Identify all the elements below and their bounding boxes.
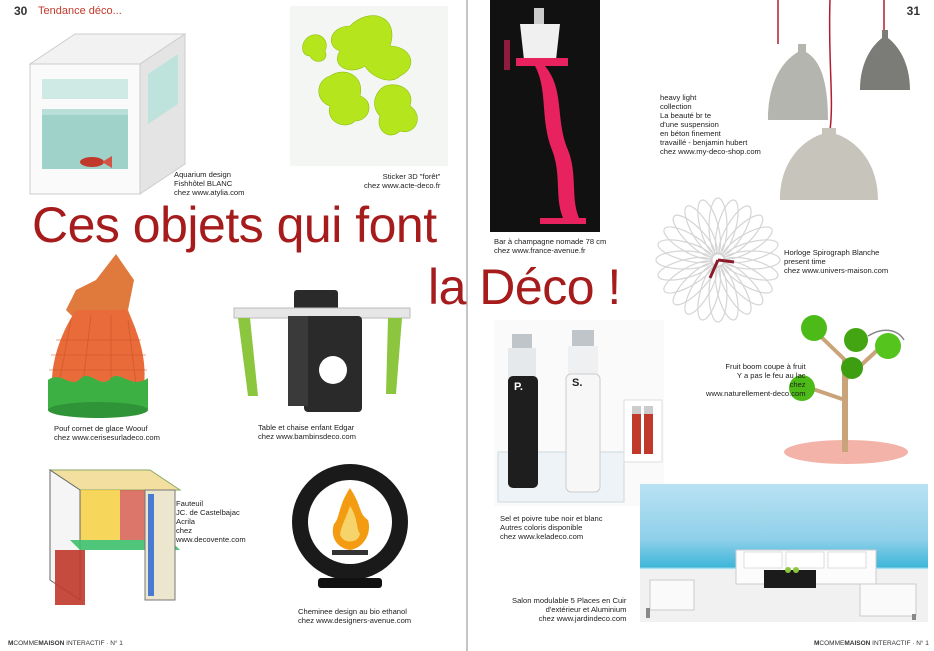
pouf-photo bbox=[46, 250, 150, 420]
fruit-boom-caption: Fruit boom coupe à fruit Y a pas le feu au lac chez www.naturellement-deco.com bbox=[706, 362, 806, 398]
champagne-caption: Bar à champagne nomade 78 cm chez www.france-avenue.fr bbox=[494, 237, 607, 255]
horloge-caption: Horloge Spirograph Blanche present time chez www.univers-maison.com bbox=[784, 248, 889, 275]
footer-right: MCOMMEMAISON INTERACTIF · N° 1 bbox=[814, 640, 929, 647]
cheminee-caption: Cheminee design au bio ethanol chez www.designers-avenue.com bbox=[298, 607, 412, 625]
heavy-light-caption: heavy light collection La beauté br te d'une suspension en béton finement travaillé - benjamin hubert chez www.my-deco-shop.com bbox=[660, 93, 761, 156]
headline-line1: Ces objets qui font bbox=[32, 197, 437, 253]
heavy-light-photo bbox=[764, 0, 934, 210]
salt-label: S. bbox=[572, 377, 583, 389]
pouf-caption: Pouf cornet de glace Woouf chez www.cerisesurladeco.com bbox=[54, 424, 160, 442]
table-caption: Table et chaise enfant Edgar chez www.bambinsdeco.com bbox=[258, 423, 356, 441]
aquarium-caption: Aquarium design Fishhôtel BLANC chez www.atylia.com bbox=[174, 170, 245, 197]
fauteuil-photo bbox=[30, 460, 186, 610]
cheminee-photo bbox=[288, 458, 412, 596]
right-page bbox=[428, 0, 934, 651]
page-number-right: 31 bbox=[906, 4, 920, 18]
pepper-label: P. bbox=[514, 381, 523, 393]
salon-caption: Salon modulable 5 Places en Cuir d'extérieur et Aluminium chez www.jardindeco.com bbox=[512, 596, 627, 623]
salon-photo bbox=[640, 484, 928, 622]
table-chair-photo bbox=[228, 286, 414, 422]
headline-line2: la Déco ! bbox=[428, 259, 621, 315]
fauteuil-caption: Fauteuil JC. de Castelbajac Acrila chez www.decovente.com bbox=[176, 499, 246, 544]
section-title: Tendance déco... bbox=[38, 5, 122, 17]
salt-pepper-photo bbox=[494, 320, 664, 506]
champagne-photo bbox=[490, 0, 600, 232]
sticker-photo bbox=[290, 6, 448, 166]
sticker-caption: Sticker 3D "forêt" chez www.acte-deco.fr bbox=[364, 172, 441, 190]
salt-pepper-caption: Sel et poivre tube noir et blanc Autres coloris disponible chez www.keladeco.com bbox=[500, 514, 603, 541]
aquarium-photo bbox=[20, 24, 188, 200]
footer-left: MCOMMEMAISON INTERACTIF · N° 1 bbox=[8, 640, 123, 647]
page-number-left: 30 bbox=[14, 4, 28, 18]
left-page bbox=[0, 0, 466, 651]
